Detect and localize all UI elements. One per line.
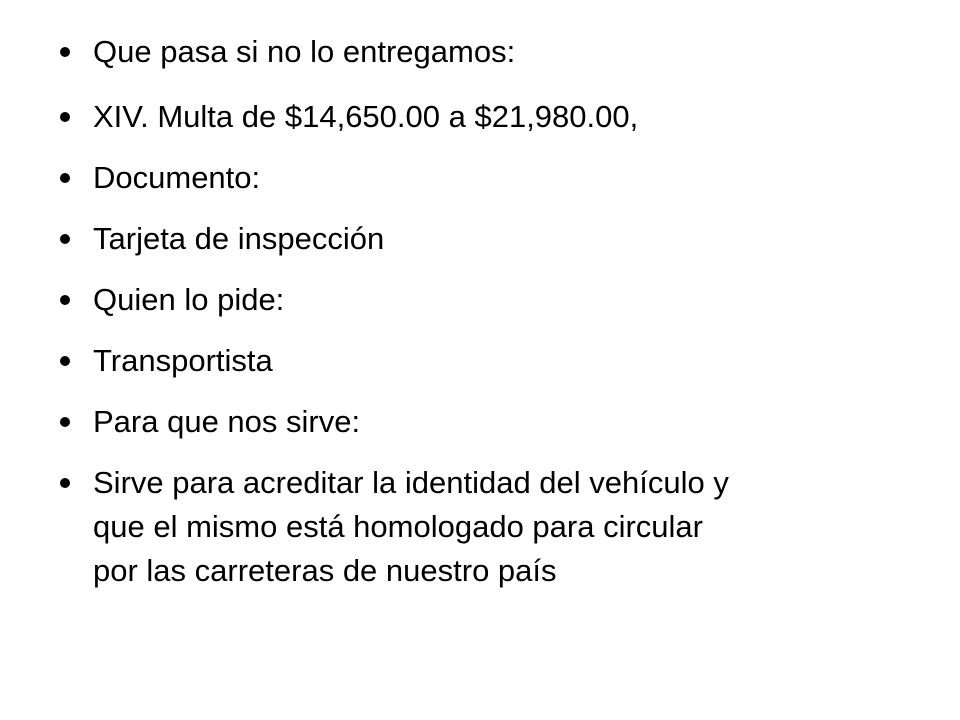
bullet-dot-icon (60, 295, 70, 305)
bullet-dot-icon (60, 112, 70, 122)
bullet-text (93, 461, 913, 593)
bullet-dot-icon (60, 173, 70, 183)
bullet-dot-icon (60, 417, 70, 427)
bullet-text: Quien lo pide: (93, 282, 285, 317)
bullet-text: Para que nos sirve: (93, 404, 361, 439)
bullet-dot-icon (60, 478, 70, 488)
bullet-dot-icon (60, 47, 70, 57)
bullet-text: Tarjeta de inspección (93, 221, 385, 256)
bullet-text: XIV. Multa de $14,650.00 a $21,980.00, (93, 99, 639, 134)
bullet-dot-icon (60, 356, 70, 366)
bullet-text-line: Sirve para acreditar la identidad del vehículo y (93, 465, 729, 500)
bullet-text-line: por las carreteras de nuestro país (93, 553, 557, 588)
bullet-text-line: que el mismo está homologado para circular (93, 509, 703, 544)
bullet-text: Que pasa si no lo entregamos: (93, 34, 516, 69)
bullet-text: Transportista (93, 343, 273, 378)
bullet-dot-icon (60, 234, 70, 244)
bullet-text: Documento: (93, 160, 261, 195)
